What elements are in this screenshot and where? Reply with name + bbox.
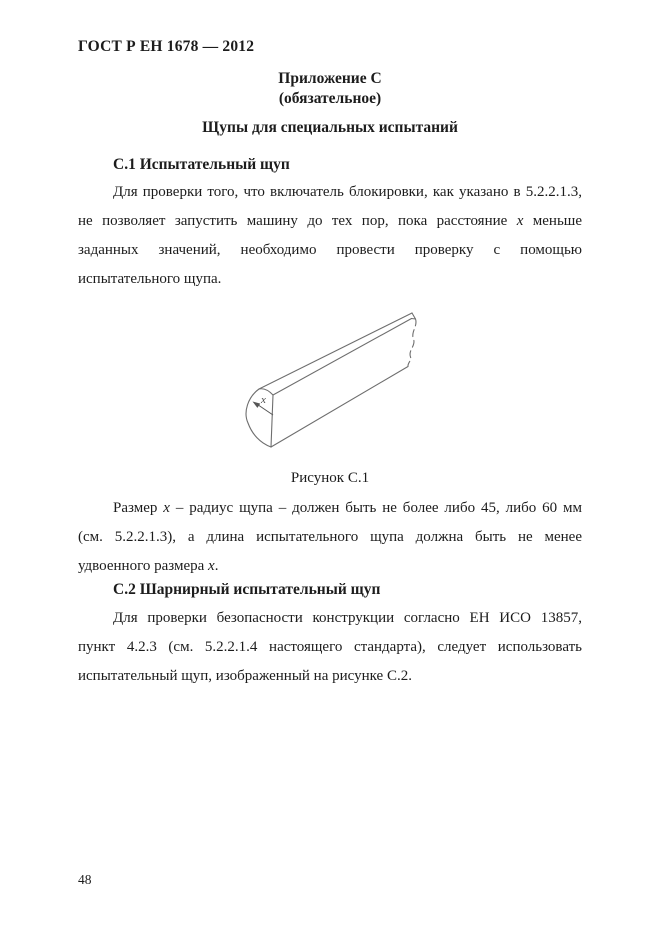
text-span: удвоенного размера (78, 558, 205, 574)
figure-c1-caption: Рисунок С.1 (290, 470, 370, 486)
page-number: 48 (78, 872, 92, 887)
text-line: пункт 4.2.3 (см. 5.2.2.1.4 настоящего стандарта), следует использовать (78, 639, 582, 655)
annex-title-line1: Приложение С (278, 70, 382, 87)
text-span: не позволяет запустить машину до тех пор, пока расстояние (78, 213, 508, 229)
paragraph-c1-1 (78, 178, 582, 294)
variable-x: x (163, 500, 170, 516)
paragraph-c2-1 (78, 604, 582, 691)
text-span: . (214, 558, 219, 574)
probe-bottom-edge (271, 367, 408, 448)
text-line (78, 207, 582, 236)
radius-arrow-line (258, 405, 274, 416)
section-c1-heading: С.1 Испытательный щуп (113, 156, 290, 173)
probe-top-front-edge (273, 319, 412, 396)
text-line: (см. 5.2.2.1.3), а длина испытательного щупа должна быть не менее (78, 529, 582, 545)
text-line (78, 494, 582, 523)
radius-arrowhead-icon (253, 402, 261, 408)
text-span: меньше (532, 213, 582, 229)
text-line: испытательного щупа. (78, 271, 222, 287)
text-line: заданных значений, необходимо провести проверку с помощью (78, 242, 582, 258)
text-line: испытательный щуп, изображенный на рисунке С.2. (78, 668, 412, 684)
radius-label: x (261, 394, 266, 406)
paragraph-c1-2 (78, 494, 582, 581)
text-span: Размер (113, 500, 158, 516)
text-line: Для проверки того, что включатель блокировки, как указано в 5.2.2.1.3, (113, 184, 582, 200)
annex-subject-title: Щупы для специальных испытаний (202, 119, 458, 136)
section-c2-heading: С.2 Шарнирный испытательный щуп (113, 581, 381, 598)
document-header: ГОСТ Р ЕН 1678 — 2012 (78, 38, 255, 55)
probe-right-corner-edge (412, 313, 416, 319)
variable-x: x (208, 558, 215, 574)
text-line: Для проверки безопасности конструкции согласно ЕН ИСО 13857, (113, 610, 582, 626)
text-span: – радиус щупа – должен быть не более либо 45, либо 60 мм (175, 500, 582, 516)
figure-c1-test-probe (244, 300, 424, 460)
radius-dimension (253, 394, 274, 415)
annex-title-line2: (обязательное) (278, 89, 382, 107)
probe-front-vertical-edge (271, 395, 273, 447)
text-line (78, 552, 582, 581)
annex-title (78, 69, 582, 108)
probe-break-line (408, 319, 416, 367)
variable-x: x (516, 213, 524, 229)
probe-nose-arc (246, 389, 271, 447)
